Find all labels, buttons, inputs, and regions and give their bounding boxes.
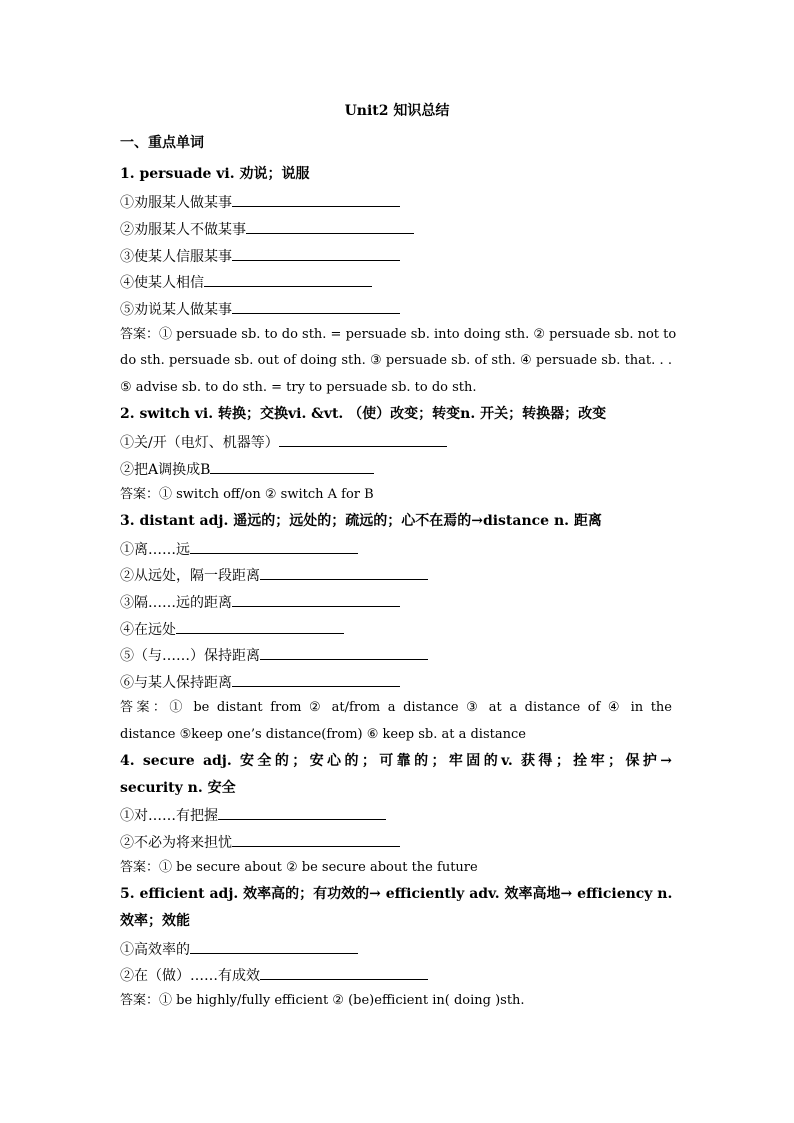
answer-blank[interactable] [232,831,400,847]
exercise-item: ③隔……远的距离 [120,591,400,613]
word-2-heading: 2. switch vi. 转换；交换vi. &vt. （使）改变；转变n. 开关；转换器；改变 [120,406,607,422]
answer-text: 答案：① be distant from ② at/from a distance ③ at a distance of ④ in the [120,700,672,715]
answer-blank[interactable] [260,644,428,660]
word-4-heading-cont: security n. 安全 [120,780,236,796]
exercise-item: ⑤（与……）保持距离 [120,644,428,666]
answer-blank[interactable] [210,458,374,474]
word-5-heading: 5. efficient adj. 效率高的；有功效的→ efficiently adv. 效率高地→ efficiency n. [120,886,673,902]
answer-text: 答案：① switch off/on ② switch A for B [120,487,374,502]
answer-blank[interactable] [260,564,428,580]
answer-text: ⑤ advise sb. to do sth. = try to persuade sb. to do sth. [120,380,477,395]
exercise-item: ①劝服某人做某事 [120,191,400,213]
answer-blank[interactable] [232,591,400,607]
answer-blank[interactable] [232,671,400,687]
answer-blank[interactable] [176,618,344,634]
word-3-heading: 3. distant adj. 遥远的；远处的；疏远的；心不在焉的→distance n. 距离 [120,513,602,529]
answer-blank[interactable] [232,245,400,261]
exercise-item: ②不必为将来担忧 [120,831,400,853]
exercise-item: ④使某人相信 [120,271,372,293]
exercise-item: ②劝服某人不做某事 [120,218,414,240]
exercise-item: ④在远处 [120,618,344,640]
answer-text: do sth. persuade sb. out of doing sth. ③ persuade sb. of sth. ④ persuade sb. that. . . [120,353,672,368]
exercise-item: ①离……远 [120,538,358,560]
answer-text: 答案：① be highly/fully efficient ② (be)efficient in( doing )sth. [120,993,525,1008]
word-4-heading: 4. secure adj. 安全的；安心的；可靠的；牢固的v. 获得；拴牢；保护→ [120,753,672,769]
exercise-item: ⑤劝说某人做某事 [120,298,400,320]
answer-blank[interactable] [260,964,428,980]
answer-blank[interactable] [246,218,414,234]
section-heading: 一、重点单词 [120,135,204,151]
exercise-item: ②把A调换成B [120,458,374,480]
exercise-item: ②从远处，隔一段距离 [120,564,428,586]
exercise-item: ①对……有把握 [120,804,386,826]
exercise-item: ②在（做）……有成效 [120,964,428,986]
exercise-item: ①关/开（电灯、机器等） [120,431,447,453]
page-title: Unit2 知识总结 [344,103,450,119]
answer-blank[interactable] [232,191,400,207]
answer-blank[interactable] [218,804,386,820]
exercise-item: ③使某人信服某事 [120,245,400,267]
word-1-heading: 1. persuade vi. 劝说；说服 [120,166,310,182]
answer-blank[interactable] [279,431,447,447]
exercise-item: ①高效率的 [120,938,358,960]
answer-blank[interactable] [190,538,358,554]
word-5-heading-cont: 效率；效能 [120,913,190,929]
answer-blank[interactable] [190,938,358,954]
exercise-item: ⑥与某人保持距离 [120,671,400,693]
answer-text: 答案：① persuade sb. to do sth. = persuade sb. into doing sth. ② persuade sb. not to [120,327,677,342]
answer-text: 答案：① be secure about ② be secure about the future [120,860,478,875]
answer-text: distance ⑤keep one’s distance(from) ⑥ keep sb. at a distance [120,727,526,742]
answer-blank[interactable] [232,298,400,314]
answer-blank[interactable] [204,271,372,287]
